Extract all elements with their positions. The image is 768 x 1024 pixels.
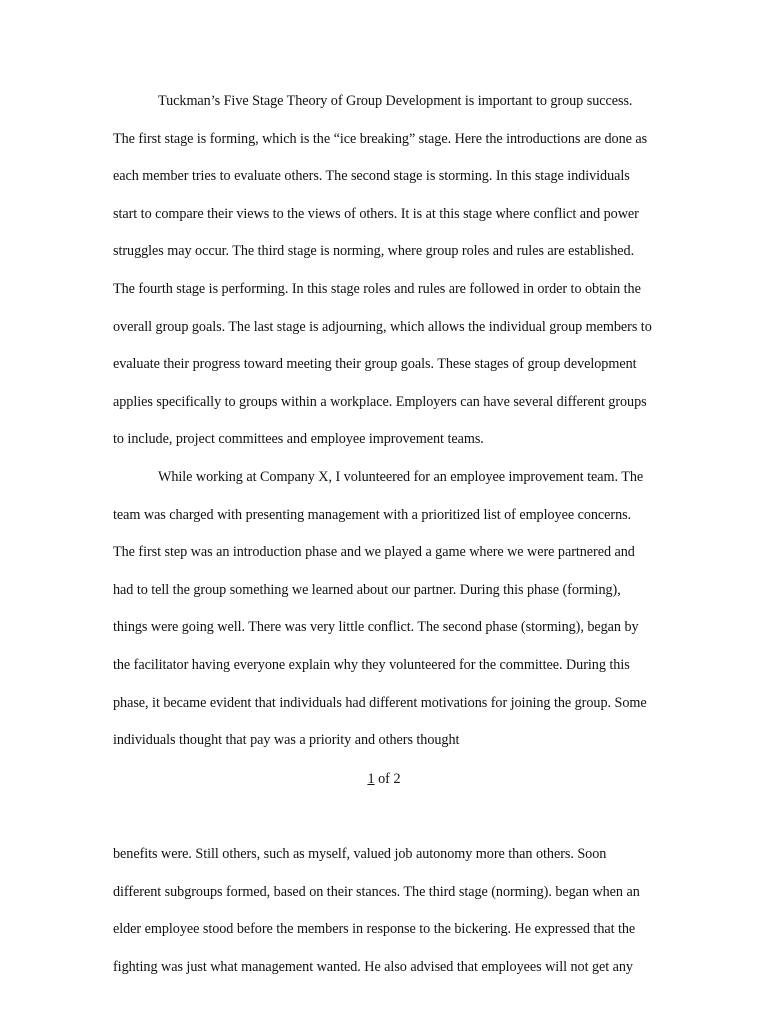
paragraph-1-line-9: applies specifically to groups within a workplace. Employers can have several different groups	[113, 394, 647, 410]
paragraph-2-line-5: things were going well. There was very little conflict. The second phase (storming), began by	[113, 619, 639, 635]
paragraph-1-line-5: struggles may occur. The third stage is norming, where group roles and rules are established.	[113, 243, 635, 259]
paragraph-2-line-3: The first step was an introduction phase and we played a game where we were partnered and	[113, 544, 635, 560]
paragraph-2-line-7: phase, it became evident that individuals had different motivations for joining the group. Some	[113, 695, 647, 711]
page-2-line-3: elder employee stood before the members in response to the bickering. He expressed that the	[113, 921, 636, 937]
page-2-line-2: different subgroups formed, based on their stances. The third stage (norming). began when an	[113, 884, 640, 900]
paragraph-1-line-8: evaluate their progress toward meeting their group goals. These stages of group development	[113, 356, 637, 372]
paragraph-2-line-6: the facilitator having everyone explain why they volunteered for the committee. During this	[113, 657, 630, 673]
paragraph-2-line-4: had to tell the group something we learned about our partner. During this phase (forming),	[113, 582, 621, 598]
paragraph-1-line-6: The fourth stage is performing. In this stage roles and rules are followed in order to obtain the	[113, 281, 641, 297]
page-number: 1	[367, 771, 375, 787]
paragraph-2-line-1: While working at Company X, I volunteered for an employee improvement team. The	[158, 469, 644, 485]
page-footer	[0, 771, 768, 787]
paragraph-1-line-1: Tuckman’s Five Stage Theory of Group Development is important to group success.	[158, 93, 633, 109]
paragraph-2-line-2: team was charged with presenting management with a prioritized list of employee concerns.	[113, 507, 632, 523]
page-total: of 2	[374, 771, 401, 787]
paragraph-1-line-3: each member tries to evaluate others. The second stage is storming. In this stage individuals	[113, 168, 630, 184]
page-2-line-1: benefits were. Still others, such as myself, valued job autonomy more than others. Soon	[113, 846, 607, 862]
paragraph-1-line-4: start to compare their views to the views of others. It is at this stage where conflict and power	[113, 206, 639, 222]
paragraph-2-line-8: individuals thought that pay was a priority and others thought	[113, 732, 460, 748]
paragraph-1-line-10: to include, project committees and employee improvement teams.	[113, 431, 484, 447]
page-2-line-4: fighting was just what management wanted. He also advised that employees will not get any	[113, 959, 633, 975]
paragraph-1-line-2: The first stage is forming, which is the “ice breaking” stage. Here the introductions are done as	[113, 131, 648, 147]
paragraph-1-line-7: overall group goals. The last stage is adjourning, which allows the individual group members to	[113, 319, 652, 335]
